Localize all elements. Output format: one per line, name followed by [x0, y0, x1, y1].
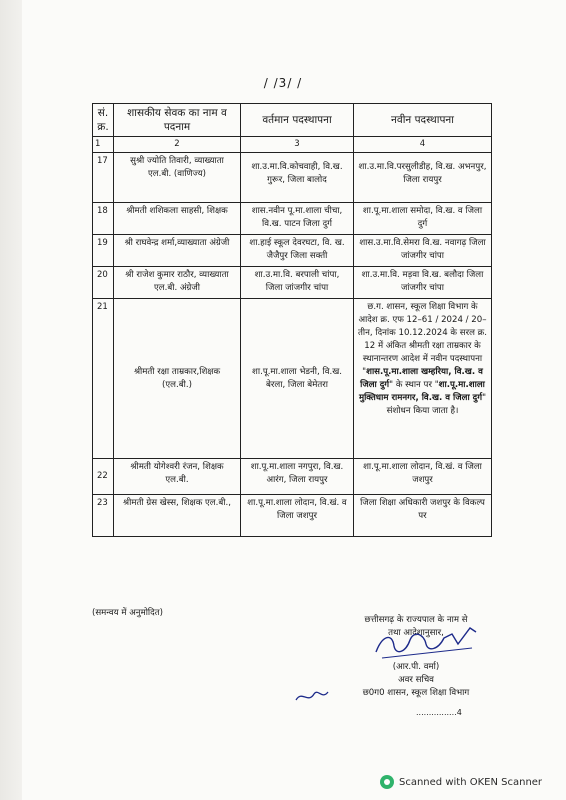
row-current: शा.पू.मा.शाला भेडनी, वि.ख. बेरला, जिला बेमेतरा — [241, 299, 354, 459]
table-row — [93, 203, 492, 235]
row-name: श्रीमती योगेश्वरी रंजन, शिक्षक एल.बी. — [114, 459, 241, 495]
table-row — [93, 153, 492, 203]
signer-name: (आर.पी. वर्मा) — [392, 662, 440, 672]
table-row — [93, 459, 492, 495]
page-continue-marker: ................4 — [416, 708, 462, 717]
col-number: 2 — [114, 137, 241, 153]
row-new: शा.उ.मा.वि.परसुलीडीह, वि.ख. अभनपुर, जिला रायपुर — [354, 153, 492, 203]
transfer-table — [92, 103, 492, 537]
row-current: शा.पू.मा.शाला लोदान, वि.खं. व जिला जशपुर — [241, 495, 354, 537]
row-new: जिला शिक्षा अधिकारी जशपुर के विकल्प पर — [354, 495, 492, 537]
row-serial: 18 — [93, 203, 114, 235]
signer-title: अवर सचिव — [398, 675, 434, 685]
column-number-row — [93, 137, 492, 153]
table-row — [93, 299, 492, 459]
row-name: श्रीमती शशिकला साहसी, शिक्षक — [114, 203, 241, 235]
authority-line: तथा आदेशानुसार, — [388, 628, 444, 638]
row-current: शा.पू.मा.शाला नगपुरा, वि.ख. आरंग, जिला रायपुर — [241, 459, 354, 495]
row-serial: 22 — [93, 459, 114, 495]
scanner-text: Scanned with OKEN Scanner — [399, 776, 543, 788]
row-serial: 20 — [93, 267, 114, 299]
scanner-logo-icon — [380, 775, 394, 789]
row-new: शा.पू.मा.शाला समोदा, वि.ख. व जिला दुर्ग — [354, 203, 492, 235]
row-name: श्रीमती रक्षा ताम्रकार,शिक्षक (एल.बी.) — [114, 299, 241, 459]
col-number: 1 — [93, 137, 114, 153]
old-posting-bold: शास.पू.मा.शाला खम्हरिया, वि.ख. व जिला दुर्ग — [360, 367, 483, 390]
row-serial: 23 — [93, 495, 114, 537]
signature-icon — [372, 622, 482, 662]
initials-icon — [292, 686, 332, 706]
row-current: शा.हाई स्कूल देवरघटा, वि. ख. जैजैपुर जिला सक्ती — [241, 235, 354, 267]
table-row — [93, 267, 492, 299]
row-serial: 19 — [93, 235, 114, 267]
row-new: शा.पू.मा.शाला लोदान, वि.खं. व जिला जशपुर — [354, 459, 492, 495]
row-serial: 21 — [93, 299, 114, 459]
row-name: श्री राघवेन्द्र शर्मा,व्याख्याता अंग्रेजी — [114, 235, 241, 267]
page-number: / /3/ / — [263, 76, 303, 90]
approval-note: (समन्वय में अनुमोदित) — [92, 608, 163, 618]
page-edge-shadow — [0, 0, 22, 800]
header-serial: सं. क्र. — [93, 104, 114, 137]
table-row — [93, 495, 492, 537]
row-current: शास.नवीन पू.मा.शाला चीचा, वि.ख. पाटन जिला दुर्ग — [241, 203, 354, 235]
header-name: शासकीय सेवक का नाम व पदनाम — [114, 104, 241, 137]
col-number: 4 — [354, 137, 492, 153]
authority-line: छत्तीसगढ़ के राज्यपाल के नाम से — [364, 615, 468, 625]
row-name: श्री राजेश कुमार राठौर, व्याख्याता एल.बी. अंग्रेजी — [114, 267, 241, 299]
new-posting-bold: शा.पू.मा.शाला मुक्तिधाम रामनगर, वि.ख. व जिला दुर्ग — [358, 380, 485, 403]
row-name: सुश्री ज्योति तिवारी, व्याख्याता एल.बी. (वाणिज्य) — [114, 153, 241, 203]
row-new: शास.उ.मा.वि.सेमरा वि.ख. नवागढ़ जिला जांजगीर चांपा — [354, 235, 492, 267]
row-serial: 17 — [93, 153, 114, 203]
amendment-text: छ.ग. शासन, स्कूल शिक्षा विभाग के आदेश क्र. एफ 12–61 / 2024 / 20–तीन, दिनांक 10.12.2024 के सरल क्र. 12 में अंकित श्रीमती रक्षा ताम्रकार के स्थानान्तरण आदेश में नवीन पदस्थापना " — [358, 302, 487, 377]
table-row — [93, 235, 492, 267]
header-current-posting: वर्तमान पदस्थापना — [241, 104, 354, 137]
row-current: शा.उ.मा.वि. बरपाली चांपा, जिला जांजगीर चांपा — [241, 267, 354, 299]
amendment-text: " संशोधन किया जाता है। — [386, 393, 487, 416]
header-new-posting: नवीन पदस्थापना — [354, 104, 492, 137]
row-new-amendment — [354, 299, 492, 459]
row-current: शा.उ.मा.वि.कोचवाही, वि.ख. गुरूर, जिला बालोद — [241, 153, 354, 203]
department-name: छ0ग0 शासन, स्कूल शिक्षा विभाग — [362, 688, 470, 698]
table-header-row — [93, 104, 492, 137]
row-name: श्रीमती ग्रेस खेस्स, शिक्षक एल.बी., — [114, 495, 241, 537]
row-new: शा.उ.मा.वि. मड़वा वि.ख. बलौदा जिला जांजगीर चांपा — [354, 267, 492, 299]
scanner-watermark — [380, 775, 542, 789]
amendment-text: " के स्थान पर " — [389, 380, 439, 390]
col-number: 3 — [241, 137, 354, 153]
